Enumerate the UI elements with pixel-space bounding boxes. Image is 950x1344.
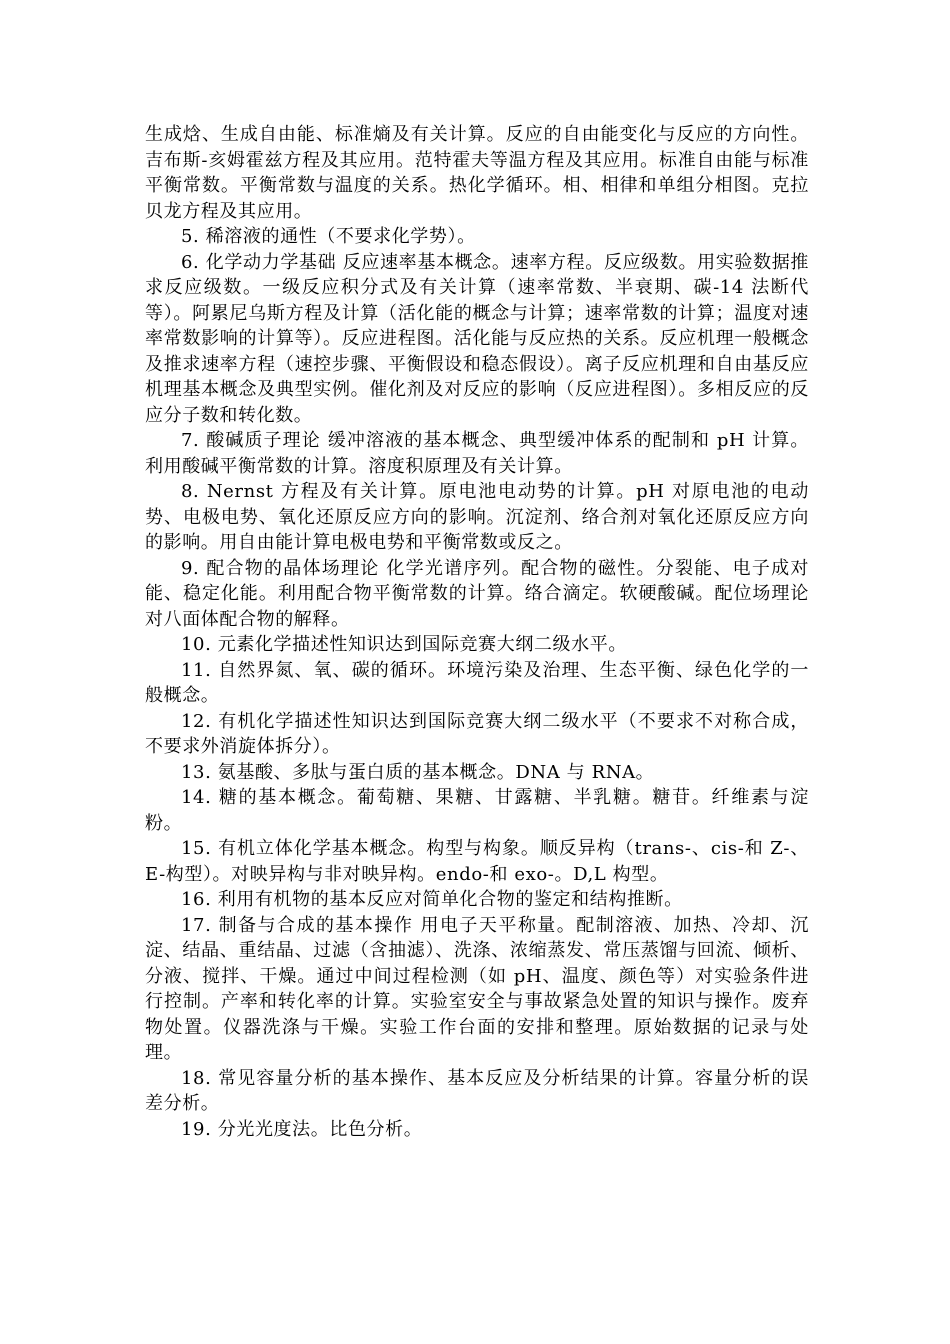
paragraph-item-15: 15. 有机立体化学基本概念。构型与构象。顺反异构（trans-、cis-和 Z-、E-构型）。对映异构与非对映异构。endo-和 exo-。D,L 构型。 [145, 838, 809, 885]
paragraph-item-10: 10. 元素化学描述性知识达到国际竞赛大纲二级水平。 [181, 634, 627, 655]
paragraph-item-19: 19. 分光光度法。比色分析。 [181, 1118, 423, 1140]
paragraph-item-12: 12. 有机化学描述性知识达到国际竞赛大纲二级水平（不要求不对称合成，不要求外消旋体拆分）。 [145, 710, 809, 757]
paragraph-item-17: 17. 制备与合成的基本操作 用电子天平称量。配制溶液、加热、冷却、沉淀、结晶、重结晶、过滤（含抽滤）、洗涤、浓缩蒸发、常压蒸馏与回流、倾析、分液、搅拌、干燥。通过中间过程检测（如 pH、温度、颜色等）对实验条件进行控制。产率和转化率的计算。实验室安全与事故紧急处置的知识与操作。废弃物处置。仪器洗涤与干燥。实验工作台面的安排和整理。原始数据的记录与处理。 [145, 914, 809, 1063]
paragraph-thermodynamics-continued: 生成焓、生成自由能、标准熵及有关计算。反应的自由能变化与反应的方向性。吉布斯-亥姆霍兹方程及其应用。范特霍夫等温方程及其应用。标准自由能与标准平衡常数。平衡常数与温度的关系。热化学循环。相、相律和单组分相图。克拉贝龙方程及其应用。 [145, 124, 809, 222]
paragraph-item-6: 6. 化学动力学基础 反应速率基本概念。速率方程。反应级数。用实验数据推求反应级数。一级反应积分式及有关计算（速率常数、半衰期、碳-14 法断代等）。阿累尼乌斯方程及计算（活化能的概念与计算；速率常数的计算；温度对速率常数影响的计算等）。反应进程图。活化能与反应热的关系。反应机理一般概念及推求速率方程（速控步骤、平衡假设和稳态假设）。离子反应机理和自由基反应机理基本概念及典型实例。催化剂及对反应的影响（反应进程图）。多相反应的反应分子数和转化数。 [145, 251, 809, 426]
document-body [145, 122, 809, 1142]
paragraph-item-11: 11. 自然界氮、氧、碳的循环。环境污染及治理、生态平衡、绿色化学的一般概念。 [145, 659, 809, 706]
paragraph-item-18: 18. 常见容量分析的基本操作、基本反应及分析结果的计算。容量分析的误差分析。 [145, 1067, 809, 1114]
paragraph-item-8: 8. Nernst 方程及有关计算。原电池电动势的计算。pH 对原电池的电动势、电极电势、氧化还原反应方向的影响。沉淀剂、络合剂对氧化还原反应方向的影响。用自由能计算电极电势和平衡常数或反之。 [145, 481, 809, 553]
paragraph-item-13: 13. 氨基酸、多肽与蛋白质的基本概念。DNA 与 RNA。 [181, 761, 655, 783]
paragraph-item-7: 7. 酸碱质子理论 缓冲溶液的基本概念、典型缓冲体系的配制和 pH 计算。利用酸碱平衡常数的计算。溶度积原理及有关计算。 [145, 430, 809, 477]
paragraph-item-14: 14. 糖的基本概念。葡萄糖、果糖、甘露糖、半乳糖。糖苷。纤维素与淀粉。 [145, 787, 809, 834]
paragraph-item-9: 9. 配合物的晶体场理论 化学光谱序列。配合物的磁性。分裂能、电子成对能、稳定化能。利用配合物平衡常数的计算。络合滴定。软硬酸碱。配位场理论对八面体配合物的解释。 [145, 557, 809, 630]
paragraph-item-16: 16. 利用有机物的基本反应对简单化合物的鉴定和结构推断。 [181, 889, 683, 910]
paragraph-item-5: 5. 稀溶液的通性（不要求化学势）。 [181, 226, 476, 247]
